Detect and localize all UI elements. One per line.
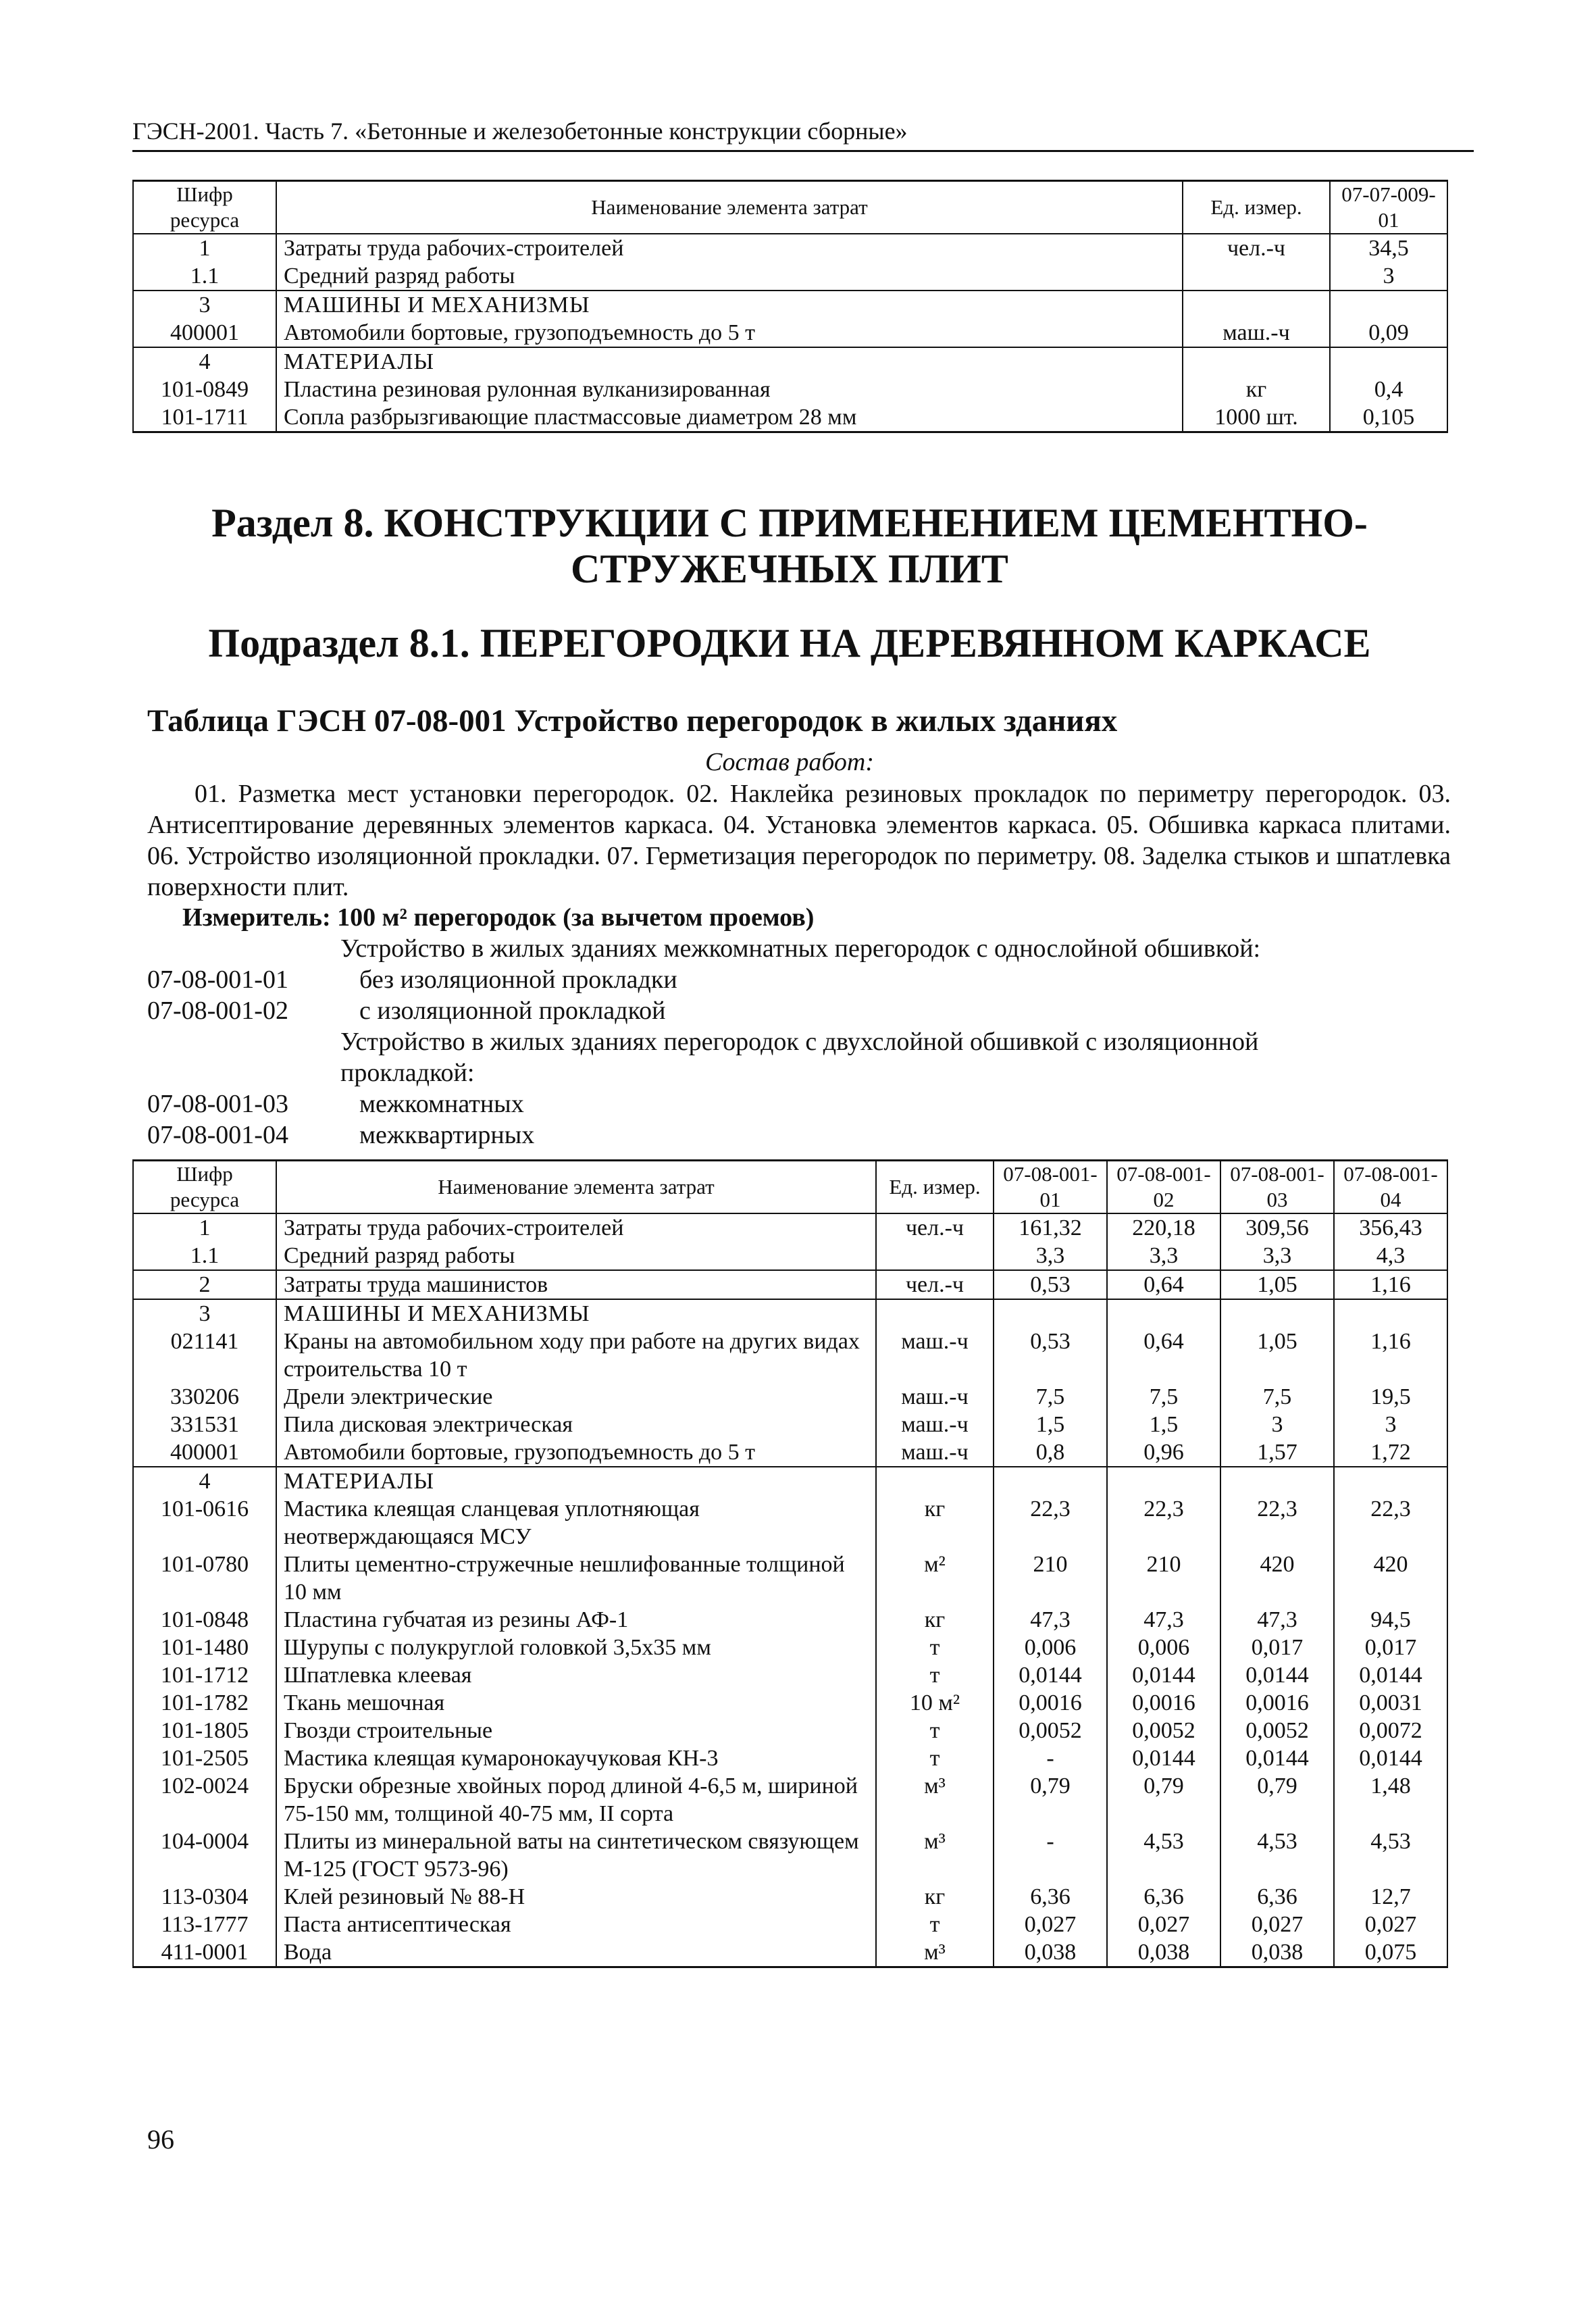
- cost-element-name: Средний разряд работы: [276, 262, 1183, 291]
- norm-value: 0,0144: [1107, 1744, 1220, 1772]
- cost-element-name: Шурупы с полукруглой головкой 3,5х35 мм: [276, 1634, 876, 1661]
- cost-element-name: Пластина резиновая рулонная вулканизированная: [276, 376, 1183, 403]
- norm-value: 0,79: [1107, 1772, 1220, 1828]
- norm-value: 0,0144: [1334, 1661, 1447, 1689]
- cost-element-name: Бруски обрезные хвойных пород длиной 4-6,5 м, шириной 75-150 мм, толщиной 40-75 мм, II сорта: [276, 1772, 876, 1828]
- cost-element-name: Мастика клеящая кумаронокаучуковая КН-3: [276, 1744, 876, 1772]
- table-row: [133, 1689, 1447, 1717]
- unit-of-measure: 10 м²: [876, 1689, 994, 1717]
- table-row: [133, 1883, 1447, 1911]
- column-header: Шифр ресурса: [133, 1161, 276, 1214]
- norm-value: 0,038: [1220, 1938, 1334, 1967]
- norm-value: 1,16: [1334, 1328, 1447, 1383]
- norm-value: 0,017: [1220, 1634, 1334, 1661]
- resource-table-07-07-009: [132, 180, 1448, 433]
- norm-value: 4,53: [1334, 1828, 1447, 1883]
- norm-value: 19,5: [1334, 1383, 1447, 1411]
- norm-value: 0,038: [1107, 1938, 1220, 1967]
- norm-value: 6,36: [1220, 1883, 1334, 1911]
- norm-value: -: [994, 1744, 1107, 1772]
- resource-code: 113-0304: [133, 1883, 276, 1911]
- resource-code: 1.1: [133, 262, 276, 291]
- cost-element-name: МАТЕРИАЛЫ: [276, 1467, 876, 1495]
- table-row: [133, 1717, 1447, 1744]
- norm-value: 420: [1334, 1551, 1447, 1606]
- norm-value: 0,0144: [1220, 1661, 1334, 1689]
- table-row: [133, 1299, 1447, 1328]
- norm-value: [994, 1467, 1107, 1495]
- table-row: [133, 1772, 1447, 1828]
- norm-value: 0,64: [1107, 1270, 1220, 1299]
- unit-of-measure: т: [876, 1744, 994, 1772]
- resource-code: 101-0780: [133, 1551, 276, 1606]
- resource-code: 101-1711: [133, 403, 276, 432]
- unit-of-measure: [876, 1242, 994, 1270]
- norm-value: [1107, 1299, 1220, 1328]
- resource-code: 1: [133, 1213, 276, 1242]
- spec-code: 07-08-001-01: [147, 965, 288, 994]
- norm-value: 420: [1220, 1551, 1334, 1606]
- norm-value: 0,53: [994, 1328, 1107, 1383]
- cost-element-name: Автомобили бортовые, грузоподъемность до 5 т: [276, 319, 1183, 347]
- page-number: 96: [147, 2124, 174, 2155]
- unit-of-measure: [876, 1467, 994, 1495]
- table-row: [133, 1606, 1447, 1634]
- spec-description: межквартирных: [359, 1121, 535, 1149]
- cost-element-name: Затраты труда машинистов: [276, 1270, 876, 1299]
- norm-value: 4,53: [1107, 1828, 1220, 1883]
- norm-value: 0,09: [1330, 319, 1447, 347]
- table-row: [133, 1411, 1447, 1438]
- cost-element-name: Пила дисковая электрическая: [276, 1411, 876, 1438]
- unit-of-measure: кг: [876, 1606, 994, 1634]
- unit-of-measure: маш.-ч: [876, 1411, 994, 1438]
- cost-element-name: Гвозди строительные: [276, 1717, 876, 1744]
- norm-value: 22,3: [994, 1495, 1107, 1551]
- cost-element-name: Плиты из минеральной ваты на синтетическом связующем М-125 (ГОСТ 9573-96): [276, 1828, 876, 1883]
- cost-element-name: Мастика клеящая сланцевая уплотняющая неотверждающаяся МСУ: [276, 1495, 876, 1551]
- norm-value: 0,027: [1107, 1911, 1220, 1938]
- spec-code: 07-08-001-03: [147, 1090, 288, 1118]
- table-body: [133, 1213, 1447, 1967]
- cost-element-name: Клей резиновый № 88-Н: [276, 1883, 876, 1911]
- norm-value: 3: [1334, 1411, 1447, 1438]
- column-header: Наименование элемента затрат: [276, 181, 1183, 234]
- norm-value: 0,0144: [1220, 1744, 1334, 1772]
- resource-code: 1: [133, 234, 276, 262]
- running-header: ГЭСН-2001. Часть 7. «Бетонные и железобетонные конструкции сборные»: [132, 115, 1474, 152]
- section-title: Раздел 8. КОНСТРУКЦИИ С ПРИМЕНЕНИЕМ ЦЕМЕНТНО-СТРУЖЕЧНЫХ ПЛИТ: [211, 501, 1368, 591]
- norm-value: 0,0052: [1220, 1717, 1334, 1744]
- norm-value: 161,32: [994, 1213, 1107, 1242]
- norm-value: 0,53: [994, 1270, 1107, 1299]
- table-row: [133, 319, 1447, 347]
- unit-of-measure: т: [876, 1717, 994, 1744]
- norm-value: 0,017: [1334, 1634, 1447, 1661]
- norm-value: 0,105: [1330, 403, 1447, 432]
- unit-of-measure: маш.-ч: [876, 1383, 994, 1411]
- unit-of-measure: т: [876, 1911, 994, 1938]
- unit-of-measure: 1000 шт.: [1183, 403, 1330, 432]
- column-header: 07-07-009-01: [1330, 181, 1447, 234]
- norm-value: 47,3: [1220, 1606, 1334, 1634]
- resource-code: 101-2505: [133, 1744, 276, 1772]
- norm-value: 1,57: [1220, 1438, 1334, 1467]
- norm-value: 210: [1107, 1551, 1220, 1606]
- column-header: 07-08-001-04: [1334, 1161, 1447, 1214]
- table-row: [133, 1213, 1447, 1242]
- spec-group-heading: Устройство в жилых зданиях перегородок с двухслойной обшивкой с изоляционной прокладкой:: [340, 1028, 1259, 1087]
- table-row: [133, 1911, 1447, 1938]
- norm-value: 22,3: [1107, 1495, 1220, 1551]
- unit-of-measure: [1183, 291, 1330, 319]
- unit-of-measure: маш.-ч: [1183, 319, 1330, 347]
- norm-value: 0,075: [1334, 1938, 1447, 1967]
- norm-value: 0,027: [1334, 1911, 1447, 1938]
- unit-of-measure: чел.-ч: [876, 1270, 994, 1299]
- work-composition-text: 01. Разметка мест установки перегородок. 02. Наклейка резиновых прокладок по периметру перегородок. 03. Антисептирование деревянных элементов каркаса. 04. Установка элементов каркаса. 05. Обшивка каркаса плитами. 06. Устройство изоляционной прокладки. 07. Герметизация перегородок по периметру. 08. Заделка стыков и шпатлевка поверхности плит.: [147, 780, 1451, 901]
- norm-value: 34,5: [1330, 234, 1447, 262]
- cost-element-name: Ткань мешочная: [276, 1689, 876, 1717]
- resource-code: 330206: [133, 1383, 276, 1411]
- cost-element-name: Средний разряд работы: [276, 1242, 876, 1270]
- unit-of-measure: кг: [876, 1495, 994, 1551]
- norm-value: [1330, 291, 1447, 319]
- resource-code: 021141: [133, 1328, 276, 1383]
- norm-value: 0,0031: [1334, 1689, 1447, 1717]
- norm-value: 0,96: [1107, 1438, 1220, 1467]
- unit-of-measure: [876, 1299, 994, 1328]
- unit-of-measure: м³: [876, 1772, 994, 1828]
- resource-code: 101-1805: [133, 1717, 276, 1744]
- resource-code: 411-0001: [133, 1938, 276, 1967]
- norm-value: 1,72: [1334, 1438, 1447, 1467]
- unit-of-measure: маш.-ч: [876, 1438, 994, 1467]
- unit-of-measure: [1183, 347, 1330, 376]
- resource-code: 3: [133, 291, 276, 319]
- cost-element-name: Дрели электрические: [276, 1383, 876, 1411]
- spec-code: 07-08-001-02: [147, 997, 288, 1025]
- norm-value: 22,3: [1334, 1495, 1447, 1551]
- cost-element-name: МАШИНЫ И МЕХАНИЗМЫ: [276, 1299, 876, 1328]
- norm-value: 3: [1220, 1411, 1334, 1438]
- norm-value: 7,5: [1220, 1383, 1334, 1411]
- table-row: [133, 1551, 1447, 1606]
- table-row: [133, 262, 1447, 291]
- unit-of-measure: [1183, 262, 1330, 291]
- spec-description: без изоляционной прокладки: [359, 965, 677, 994]
- resource-code: 101-0849: [133, 376, 276, 403]
- table-row: [133, 1938, 1447, 1967]
- norm-value: 0,006: [1107, 1634, 1220, 1661]
- table-row: [133, 234, 1447, 262]
- norm-value: 12,7: [1334, 1883, 1447, 1911]
- table-row: [133, 1438, 1447, 1467]
- norm-value: 4,3: [1334, 1242, 1447, 1270]
- unit-of-measure: м³: [876, 1828, 994, 1883]
- cost-element-name: Краны на автомобильном ходу при работе на других видах строительства 10 т: [276, 1328, 876, 1383]
- cost-element-name: Пластина губчатая из резины АФ-1: [276, 1606, 876, 1634]
- norm-value: 0,4: [1330, 376, 1447, 403]
- spec-code: 07-08-001-04: [147, 1121, 288, 1149]
- norm-value: 4,53: [1220, 1828, 1334, 1883]
- norm-value: 3: [1330, 262, 1447, 291]
- norm-value: 0,0072: [1334, 1717, 1447, 1744]
- norm-value: [1107, 1467, 1220, 1495]
- norm-value: -: [994, 1828, 1107, 1883]
- norm-value: 6,36: [1107, 1883, 1220, 1911]
- column-header: Ед. измер.: [1183, 181, 1330, 234]
- norm-value: [1220, 1299, 1334, 1328]
- norm-value: 0,0052: [994, 1717, 1107, 1744]
- resource-code: 2: [133, 1270, 276, 1299]
- norm-value: 1,5: [994, 1411, 1107, 1438]
- norm-value: 0,0016: [1107, 1689, 1220, 1717]
- norm-value: 356,43: [1334, 1213, 1447, 1242]
- norm-value: 6,36: [994, 1883, 1107, 1911]
- norm-value: 0,027: [1220, 1911, 1334, 1938]
- norm-value: 210: [994, 1551, 1107, 1606]
- norm-value: 0,0052: [1107, 1717, 1220, 1744]
- table-row: [133, 1270, 1447, 1299]
- table-row: [133, 1328, 1447, 1383]
- norm-value: 0,0016: [994, 1689, 1107, 1717]
- resource-code: 101-1480: [133, 1634, 276, 1661]
- resource-code: 104-0004: [133, 1828, 276, 1883]
- norm-value: 3,3: [1107, 1242, 1220, 1270]
- column-header: 07-08-001-02: [1107, 1161, 1220, 1214]
- unit-of-measure: м²: [876, 1551, 994, 1606]
- table-row: [133, 1661, 1447, 1689]
- table-header-row: [133, 181, 1447, 234]
- norm-value: 0,79: [1220, 1772, 1334, 1828]
- column-header: 07-08-001-01: [994, 1161, 1107, 1214]
- unit-of-measure: т: [876, 1661, 994, 1689]
- cost-element-name: Автомобили бортовые, грузоподъемность до 5 т: [276, 1438, 876, 1467]
- table-row: [133, 1242, 1447, 1270]
- norm-value: [994, 1299, 1107, 1328]
- resource-code: 400001: [133, 1438, 276, 1467]
- unit-of-measure: чел.-ч: [876, 1213, 994, 1242]
- norm-value: 94,5: [1334, 1606, 1447, 1634]
- unit-of-measure: кг: [876, 1883, 994, 1911]
- resource-code: 102-0024: [133, 1772, 276, 1828]
- measure-unit: Измеритель: 100 м² перегородок (за вычетом проемов): [182, 903, 815, 932]
- norm-value: 47,3: [994, 1606, 1107, 1634]
- norm-value: 309,56: [1220, 1213, 1334, 1242]
- norm-value: 3,3: [994, 1242, 1107, 1270]
- norm-value: 0,8: [994, 1438, 1107, 1467]
- column-header: Ед. измер.: [876, 1161, 994, 1214]
- spec-group-heading: Устройство в жилых зданиях межкомнатных перегородок с однослойной обшивкой:: [340, 934, 1261, 963]
- norm-value: 1,16: [1334, 1270, 1447, 1299]
- table-row: [133, 1828, 1447, 1883]
- norm-value: 0,0016: [1220, 1689, 1334, 1717]
- spec-description: межкомнатных: [359, 1090, 524, 1118]
- unit-of-measure: чел.-ч: [1183, 234, 1330, 262]
- unit-of-measure: маш.-ч: [876, 1328, 994, 1383]
- norm-value: 0,0144: [994, 1661, 1107, 1689]
- subsection-title: Подраздел 8.1. ПЕРЕГОРОДКИ НА ДЕРЕВЯННОМ КАРКАСЕ: [208, 621, 1371, 665]
- resource-code: 113-1777: [133, 1911, 276, 1938]
- norm-value: 0,038: [994, 1938, 1107, 1967]
- resource-code: 400001: [133, 319, 276, 347]
- table-row: [133, 1495, 1447, 1551]
- cost-element-name: МАШИНЫ И МЕХАНИЗМЫ: [276, 291, 1183, 319]
- table-row: [133, 1383, 1447, 1411]
- resource-code: 331531: [133, 1411, 276, 1438]
- norm-value: 0,006: [994, 1634, 1107, 1661]
- table-row: [133, 347, 1447, 376]
- column-header: Наименование элемента затрат: [276, 1161, 876, 1214]
- norm-value: 1,05: [1220, 1328, 1334, 1383]
- column-header: 07-08-001-03: [1220, 1161, 1334, 1214]
- table-caption: Таблица ГЭСН 07-08-001 Устройство перегородок в жилых зданиях: [147, 703, 1118, 738]
- norm-value: 7,5: [994, 1383, 1107, 1411]
- spec-description: с изоляционной прокладкой: [359, 997, 666, 1025]
- norm-value: 0,0144: [1107, 1661, 1220, 1689]
- norm-value: 22,3: [1220, 1495, 1334, 1551]
- table-row: [133, 1744, 1447, 1772]
- resource-code: 4: [133, 347, 276, 376]
- norm-value: [1334, 1467, 1447, 1495]
- resource-table-07-08-001: [132, 1159, 1448, 1968]
- unit-of-measure: т: [876, 1634, 994, 1661]
- norm-value: 1,05: [1220, 1270, 1334, 1299]
- resource-code: 3: [133, 1299, 276, 1328]
- norm-value: 47,3: [1107, 1606, 1220, 1634]
- table-row: [133, 403, 1447, 432]
- resource-code: 101-0848: [133, 1606, 276, 1634]
- cost-element-name: МАТЕРИАЛЫ: [276, 347, 1183, 376]
- resource-code: 1.1: [133, 1242, 276, 1270]
- cost-element-name: Сопла разбрызгивающие пластмассовые диаметром 28 мм: [276, 403, 1183, 432]
- resource-code: 4: [133, 1467, 276, 1495]
- cost-element-name: Шпатлевка клеевая: [276, 1661, 876, 1689]
- norm-value: 0,027: [994, 1911, 1107, 1938]
- table-row: [133, 1467, 1447, 1495]
- column-header: Шифр ресурса: [133, 181, 276, 234]
- unit-of-measure: кг: [1183, 376, 1330, 403]
- cost-element-name: Затраты труда рабочих-строителей: [276, 1213, 876, 1242]
- norm-value: 0,0144: [1334, 1744, 1447, 1772]
- norm-value: 220,18: [1107, 1213, 1220, 1242]
- norm-value: 1,48: [1334, 1772, 1447, 1828]
- resource-code: 101-1712: [133, 1661, 276, 1689]
- cost-element-name: Паста антисептическая: [276, 1911, 876, 1938]
- table-header-row: [133, 1161, 1447, 1214]
- unit-of-measure: м³: [876, 1938, 994, 1967]
- norm-value: 1,5: [1107, 1411, 1220, 1438]
- resource-code: 101-0616: [133, 1495, 276, 1551]
- cost-element-name: Вода: [276, 1938, 876, 1967]
- norm-value: 0,64: [1107, 1328, 1220, 1383]
- norm-value: 0,79: [994, 1772, 1107, 1828]
- norm-value: [1220, 1467, 1334, 1495]
- resource-code: 101-1782: [133, 1689, 276, 1717]
- cost-element-name: Затраты труда рабочих-строителей: [276, 234, 1183, 262]
- norm-value: [1334, 1299, 1447, 1328]
- norm-value: 7,5: [1107, 1383, 1220, 1411]
- table-row: [133, 291, 1447, 319]
- cost-element-name: Плиты цементно-стружечные нешлифованные толщиной 10 мм: [276, 1551, 876, 1606]
- work-composition-label: Состав работ:: [704, 748, 875, 776]
- table-body: [133, 234, 1447, 432]
- table-row: [133, 1634, 1447, 1661]
- table-row: [133, 376, 1447, 403]
- norm-value: [1330, 347, 1447, 376]
- norm-value: 3,3: [1220, 1242, 1334, 1270]
